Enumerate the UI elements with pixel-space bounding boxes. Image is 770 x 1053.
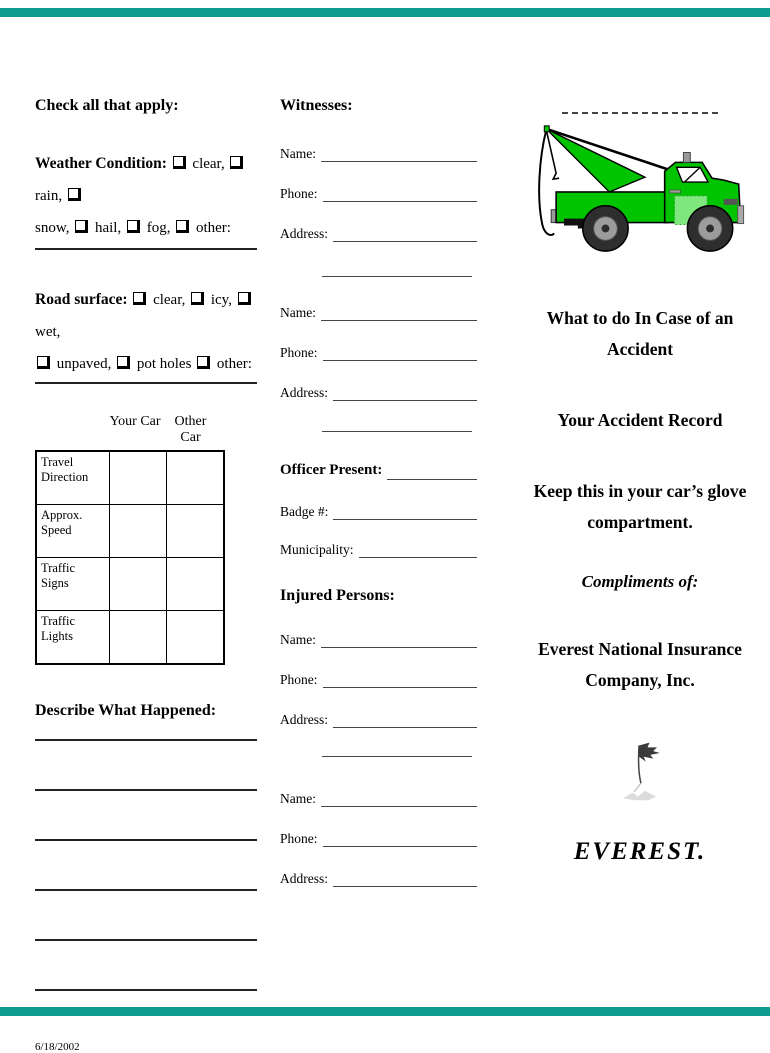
road-option: pot holes bbox=[136, 356, 192, 372]
checkbox-icon[interactable] bbox=[238, 292, 251, 305]
witness1-address-row bbox=[280, 226, 477, 244]
road-option: icy, bbox=[210, 292, 232, 308]
address-field[interactable] bbox=[333, 226, 477, 242]
other-car-header: Other Car bbox=[174, 414, 207, 445]
checkbox-icon[interactable] bbox=[176, 220, 189, 233]
address-label: Address: bbox=[280, 385, 328, 400]
road-option: wet, bbox=[35, 324, 61, 340]
weather-other-write-line[interactable] bbox=[35, 248, 257, 250]
row-label: Approx. Speed bbox=[36, 505, 110, 558]
officer-present-row bbox=[280, 462, 477, 482]
checkbox-icon[interactable] bbox=[197, 356, 210, 369]
injured2-name-row bbox=[280, 791, 477, 809]
checkbox-icon[interactable] bbox=[37, 356, 50, 369]
other-car-cell[interactable] bbox=[167, 558, 225, 611]
weather-option: other: bbox=[195, 220, 231, 236]
name-label: Name: bbox=[280, 305, 316, 320]
tow-truck-image bbox=[526, 116, 754, 264]
name-label: Name: bbox=[280, 632, 316, 647]
witness2-address-row bbox=[280, 385, 477, 403]
other-car-cell[interactable] bbox=[167, 505, 225, 558]
road-option: clear, bbox=[153, 292, 186, 308]
car-table-headers bbox=[35, 414, 259, 446]
table-row bbox=[36, 451, 224, 505]
badge-field[interactable] bbox=[333, 504, 477, 520]
compliments-label: Compliments of: bbox=[581, 572, 699, 591]
row-label: Travel Direction bbox=[36, 451, 110, 505]
name-field[interactable] bbox=[321, 146, 477, 162]
other-car-cell[interactable] bbox=[167, 611, 225, 665]
road-option: other: bbox=[216, 356, 252, 372]
table-row bbox=[36, 558, 224, 611]
table-row bbox=[36, 505, 224, 558]
name-label: Name: bbox=[280, 791, 316, 806]
badge-label: Badge #: bbox=[280, 504, 329, 519]
everest-wordmark: EVEREST. bbox=[573, 838, 707, 865]
injured1-name-row bbox=[280, 632, 477, 650]
checkbox-icon[interactable] bbox=[173, 156, 186, 169]
checkbox-icon[interactable] bbox=[127, 220, 140, 233]
cover-subtitle: Your Accident Record bbox=[557, 410, 723, 430]
checkbox-icon[interactable] bbox=[191, 292, 204, 305]
road-label: Road surface: bbox=[35, 291, 128, 308]
phone-field[interactable] bbox=[323, 672, 477, 688]
address-field[interactable] bbox=[333, 712, 477, 728]
witnesses-heading: Witnesses: bbox=[280, 97, 353, 114]
name-field[interactable] bbox=[321, 305, 477, 321]
glove-compartment-note: Keep this in your car’s glove compartment. bbox=[533, 481, 747, 532]
company-name: Everest National Insurance Company, Inc. bbox=[538, 639, 742, 690]
road-other-write-line[interactable] bbox=[35, 382, 257, 384]
phone-field[interactable] bbox=[323, 186, 477, 202]
describe-write-line[interactable] bbox=[35, 939, 257, 941]
injured1-address-row bbox=[280, 712, 477, 730]
fields-column bbox=[280, 96, 477, 889]
road-option: unpaved, bbox=[56, 356, 112, 372]
everest-flag-logo-icon bbox=[605, 736, 675, 821]
describe-write-line[interactable] bbox=[35, 739, 257, 741]
your-car-cell[interactable] bbox=[110, 451, 167, 505]
address-label: Address: bbox=[280, 712, 328, 727]
weather-option: hail, bbox=[94, 220, 122, 236]
row-label: Traffic Signs bbox=[36, 558, 110, 611]
checklist-heading: Check all that apply: bbox=[35, 97, 179, 114]
describe-write-line[interactable] bbox=[35, 889, 257, 891]
address-field[interactable] bbox=[333, 871, 477, 887]
weather-label: Weather Condition: bbox=[35, 155, 167, 172]
weather-option: fog, bbox=[146, 220, 171, 236]
officer-field[interactable] bbox=[387, 462, 477, 480]
checkbox-icon[interactable] bbox=[117, 356, 130, 369]
top-accent-bar bbox=[0, 8, 770, 17]
your-car-header: Your Car bbox=[109, 414, 161, 429]
phone-field[interactable] bbox=[323, 345, 477, 361]
row-label: Traffic Lights bbox=[36, 611, 110, 665]
checkbox-icon[interactable] bbox=[230, 156, 243, 169]
injured1-phone-row bbox=[280, 672, 477, 690]
your-car-cell[interactable] bbox=[110, 558, 167, 611]
weather-option: rain, bbox=[35, 188, 63, 204]
checkbox-icon[interactable] bbox=[75, 220, 88, 233]
fold-write-line[interactable] bbox=[562, 112, 718, 114]
checklist-column bbox=[35, 96, 259, 1053]
name-label: Name: bbox=[280, 146, 316, 161]
phone-label: Phone: bbox=[280, 672, 318, 687]
injured-heading: Injured Persons: bbox=[280, 587, 395, 604]
describe-write-line[interactable] bbox=[35, 989, 257, 991]
cover-column bbox=[518, 96, 762, 866]
address-label: Address: bbox=[280, 226, 328, 241]
name-field[interactable] bbox=[321, 632, 477, 648]
revision-date: 6/18/2002 bbox=[35, 1041, 80, 1053]
badge-row bbox=[280, 504, 477, 522]
describe-write-line[interactable] bbox=[35, 789, 257, 791]
phone-label: Phone: bbox=[280, 186, 318, 201]
officer-label: Officer Present: bbox=[280, 462, 383, 478]
phone-label: Phone: bbox=[280, 345, 318, 360]
witness1-name-row bbox=[280, 146, 477, 164]
injured2-phone-row bbox=[280, 831, 477, 849]
weather-option: clear, bbox=[192, 156, 225, 172]
address-label: Address: bbox=[280, 871, 328, 886]
road-surface-line bbox=[35, 284, 259, 380]
weather-condition-line bbox=[35, 148, 259, 244]
municipality-field[interactable] bbox=[359, 542, 478, 558]
cover-title: What to do In Case of an Accident bbox=[546, 308, 734, 359]
car-comparison-table bbox=[35, 450, 225, 665]
address-continuation-line[interactable] bbox=[322, 756, 472, 757]
table-row bbox=[36, 611, 224, 665]
address-field[interactable] bbox=[333, 385, 477, 401]
phone-field[interactable] bbox=[323, 831, 477, 847]
checkbox-icon[interactable] bbox=[68, 188, 81, 201]
describe-heading: Describe What Happened: bbox=[35, 702, 217, 719]
witness1-phone-row bbox=[280, 186, 477, 204]
name-field[interactable] bbox=[321, 791, 477, 807]
your-car-cell[interactable] bbox=[110, 611, 167, 665]
injured2-address-row bbox=[280, 871, 477, 889]
weather-option: snow, bbox=[35, 220, 70, 236]
your-car-cell[interactable] bbox=[110, 505, 167, 558]
witness2-phone-row bbox=[280, 345, 477, 363]
other-car-cell[interactable] bbox=[167, 451, 225, 505]
municipality-label: Municipality: bbox=[280, 542, 354, 557]
checkbox-icon[interactable] bbox=[133, 292, 146, 305]
address-continuation-line[interactable] bbox=[322, 276, 472, 277]
describe-write-line[interactable] bbox=[35, 839, 257, 841]
witness2-name-row bbox=[280, 305, 477, 323]
address-continuation-line[interactable] bbox=[322, 431, 472, 432]
municipality-row bbox=[280, 542, 477, 560]
phone-label: Phone: bbox=[280, 831, 318, 846]
